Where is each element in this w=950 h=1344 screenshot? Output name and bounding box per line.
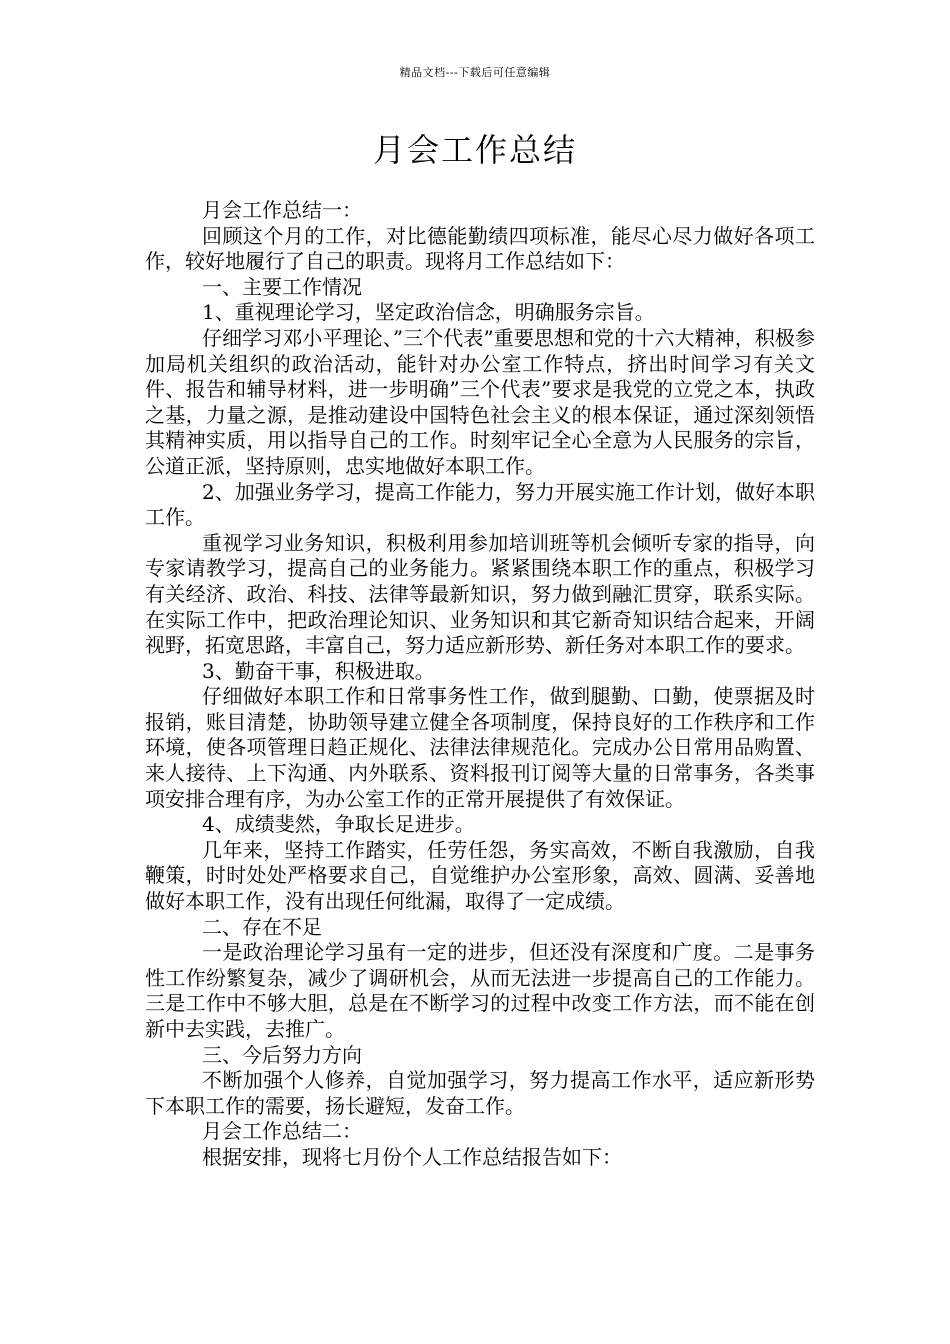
document-body <box>145 198 815 1171</box>
paragraph-subheading: 3、勤奋干事，积极进取。 <box>202 658 435 683</box>
paragraph-subheading: 2、加强业务学习，提高工作能力，努力开展实施工作计划，做好本职工作。 <box>145 479 815 530</box>
paragraph-heading: 二、存在不足 <box>202 914 322 939</box>
paragraph: 回顾这个月的工作，对比德能勤绩四项标准，能尽心尽力做好各项工作，较好地履行了自己的职责。现将月工作总结如下： <box>145 223 815 274</box>
paragraph-subheading: 4、成绩斐然，争取长足进步。 <box>202 812 475 837</box>
paragraph: 不断加强个人修养，自觉加强学习，努力提高工作水平，适应新形势下本职工作的需要，扬长避短，发奋工作。 <box>145 1068 815 1118</box>
paragraph-subheading: 1、重视理论学习，坚定政治信念，明确服务宗旨。 <box>202 300 655 325</box>
paragraph-heading: 一、主要工作情况 <box>202 274 362 299</box>
document-title: 月会工作总结 <box>372 131 577 169</box>
paragraph-section-heading: 月会工作总结一： <box>202 198 362 222</box>
paragraph-heading: 三、今后努力方向 <box>202 1042 362 1067</box>
paragraph-section-heading: 月会工作总结二： <box>202 1119 362 1144</box>
paragraph: 根据安排，现将七月份个人工作总结报告如下： <box>202 1144 622 1169</box>
paragraph: 几年来，坚持工作踏实，任劳任怨，务实高效，不断自我激励，自我鞭策，时时处处严格要求自己，自觉维护办公室形象，高效、圆满、妥善地做好本职工作，没有出现任何纰漏，取得了一定成绩。 <box>145 837 815 914</box>
paragraph: 仔细做好本职工作和日常事务性工作，做到腿勤、口勤，使票据及时报销，账目清楚，协助领导建立健全各项制度，保持良好的工作秩序和工作环境，使各项管理日趋正规化、法律法律规范化。完成办公日常用品购置、来人接待、上下沟通、内外联系、资料报刊订阅等大量的日常事务，各类事项安排合理有序，为办公室工作的正常开展提供了有效保证。 <box>145 684 815 811</box>
paragraph: 重视学习业务知识，积极利用参加培训班等机会倾听专家的指导，向专家请教学习，提高自己的业务能力。紧紧围绕本职工作的重点，积极学习有关经济、政治、科技、法律等最新知识，努力做到融汇贯穿，联系实际。在实际工作中，把政治理论知识、业务知识和其它新奇知识结合起来，开阔视野，拓宽思路，丰富自己，努力适应新形势、新任务对本职工作的要求。 <box>145 530 815 658</box>
paragraph: 仔细学习邓小平理论、”三个代表”重要思想和党的十六大精神，积极参加局机关组织的政治活动，能针对办公室工作特点，挤出时间学习有关文件、报告和辅导材料，进一步明确”三个代表”要求是我党的立党之本，执政之基，力量之源，是推动建设中国特色社会主义的根本保证，通过深刻领悟其精神实质，用以指导自己的工作。时刻牢记全心全意为人民服务的宗旨，公道正派，坚持原则，忠实地做好本职工作。 <box>145 325 815 478</box>
page-header: 精品文档---下载后可任意编辑 <box>399 66 551 79</box>
paragraph: 一是政治理论学习虽有一定的进步，但还没有深度和广度。二是事务性工作纷繁复杂，减少了调研机会，从而无法进一步提高自己的工作能力。三是工作中不够大胆，总是在不断学习的过程中改变工作方法，而不能在创新中去实践，去推广。 <box>145 940 815 1041</box>
